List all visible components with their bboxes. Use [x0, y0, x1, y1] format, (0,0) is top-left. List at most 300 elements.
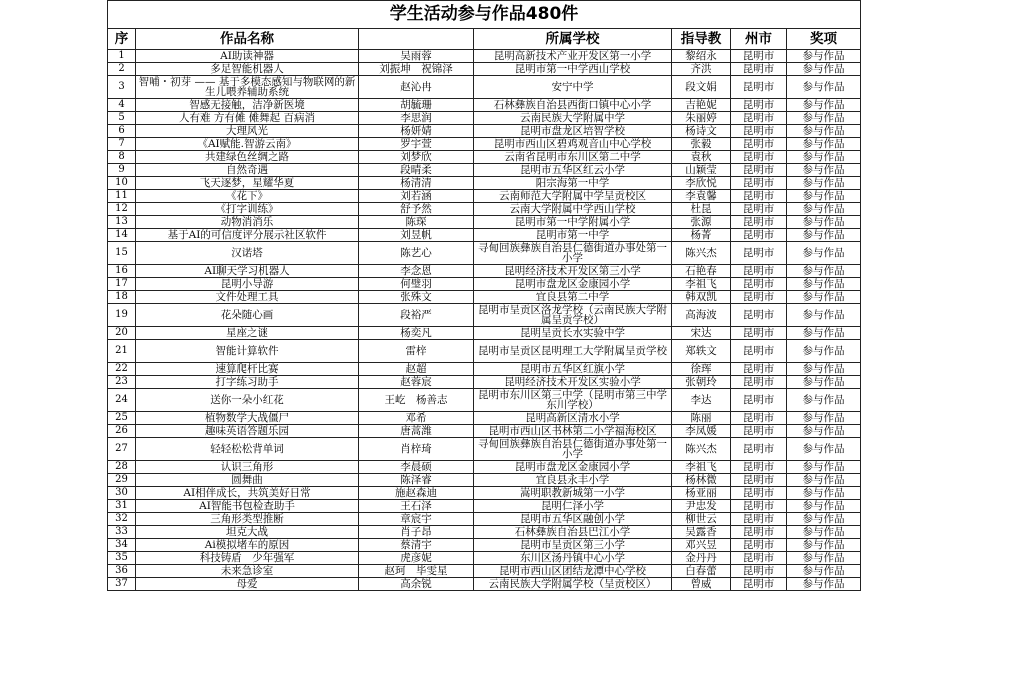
table-row: [108, 552, 861, 565]
cell-work-name: 植物数学大战僵尸: [136, 412, 359, 425]
cell-school: 昆明市第一中学附属小学: [474, 216, 672, 229]
cell-authors: 张殊文: [359, 291, 474, 304]
cell-authors: 雷梓: [359, 340, 474, 363]
cell-work-name: 昆明小导游: [136, 278, 359, 291]
cell-teacher: 朱丽婷: [672, 112, 731, 125]
cell-city: 昆明市: [731, 151, 787, 164]
cell-teacher: 杨诗文: [672, 125, 731, 138]
cell-award: 参与作品: [787, 112, 861, 125]
cell-work-name: 星座之谜: [136, 327, 359, 340]
spreadsheet-table: [107, 0, 860, 683]
cell-teacher: 杨亚丽: [672, 487, 731, 500]
table-row: [108, 474, 861, 487]
cell-school: 寻甸回族彝族自治县仁德街道办事处第一小学: [474, 438, 672, 461]
cell-city: 昆明市: [731, 76, 787, 99]
cell-work-name: 《打字训练》: [136, 203, 359, 216]
cell-authors: 胡毓珊: [359, 99, 474, 112]
cell-teacher: 石艳春: [672, 265, 731, 278]
cell-award: 参与作品: [787, 425, 861, 438]
cell-teacher: 金丹丹: [672, 552, 731, 565]
cell-authors: 赵沁冉: [359, 76, 474, 99]
table-row: [108, 278, 861, 291]
cell-school: 昆明经济技术开发区实验小学: [474, 376, 672, 389]
cell-award: 参与作品: [787, 229, 861, 242]
cell-school: 宜良县第二中学: [474, 291, 672, 304]
cell-city: 昆明市: [731, 99, 787, 112]
cell-work-name: 三角形类型推断: [136, 513, 359, 526]
cell-school: 昆明市第一中学: [474, 229, 672, 242]
table-row: [108, 304, 861, 327]
cell-no: 28: [108, 461, 136, 474]
cell-school: 昆明市盘龙区金康园小学: [474, 461, 672, 474]
cell-work-name: AI相伴成长，共筑美好日常: [136, 487, 359, 500]
cell-teacher: 宋达: [672, 327, 731, 340]
cell-authors: 李念恩: [359, 265, 474, 278]
cell-award: 参与作品: [787, 363, 861, 376]
cell-work-name: 母爱: [136, 578, 359, 591]
table-row: [108, 565, 861, 578]
cell-no: 27: [108, 438, 136, 461]
cell-authors: 舒予然: [359, 203, 474, 216]
cell-city: 昆明市: [731, 203, 787, 216]
cell-city: 昆明市: [731, 229, 787, 242]
table-row: [108, 327, 861, 340]
cell-school: 昆明市呈贡区洛龙学校（云南民族大学附属呈贡学校）: [474, 304, 672, 327]
header-teacher: 指导教: [672, 29, 731, 50]
cell-award: 参与作品: [787, 99, 861, 112]
cell-award: 参与作品: [787, 203, 861, 216]
cell-no: 13: [108, 216, 136, 229]
cell-teacher: 吴露香: [672, 526, 731, 539]
cell-award: 参与作品: [787, 125, 861, 138]
cell-award: 参与作品: [787, 76, 861, 99]
cell-school: 昆明经济技术开发区第三小学: [474, 265, 672, 278]
table-row: [108, 539, 861, 552]
cell-city: 昆明市: [731, 438, 787, 461]
table-row: [108, 340, 861, 363]
cell-award: 参与作品: [787, 552, 861, 565]
cell-work-name: 圆舞曲: [136, 474, 359, 487]
cell-award: 参与作品: [787, 565, 861, 578]
cell-school: 石林彝族自治县巴江小学: [474, 526, 672, 539]
cell-city: 昆明市: [731, 340, 787, 363]
table-row: [108, 203, 861, 216]
cell-authors: 赵蓉宸: [359, 376, 474, 389]
table-title: 学生活动参与作品480件: [108, 1, 861, 29]
cell-city: 昆明市: [731, 304, 787, 327]
cell-teacher: 李袁馨: [672, 190, 731, 203]
cell-no: 14: [108, 229, 136, 242]
cell-city: 昆明市: [731, 363, 787, 376]
cell-city: 昆明市: [731, 216, 787, 229]
cell-teacher: 郑轶文: [672, 340, 731, 363]
cell-work-name: 大理风光: [136, 125, 359, 138]
cell-work-name: 《花下》: [136, 190, 359, 203]
cell-school: 昆明市呈贡区第三小学: [474, 539, 672, 552]
header-city: 州市: [731, 29, 787, 50]
cell-no: 23: [108, 376, 136, 389]
cell-award: 参与作品: [787, 513, 861, 526]
cell-teacher: 李达: [672, 389, 731, 412]
cell-city: 昆明市: [731, 278, 787, 291]
cell-authors: 陈艺心: [359, 242, 474, 265]
cell-city: 昆明市: [731, 112, 787, 125]
cell-authors: 杨清清: [359, 177, 474, 190]
cell-work-name: 汉诺塔: [136, 242, 359, 265]
cell-school: 云南民族大学附属学校（呈贡校区）: [474, 578, 672, 591]
cell-award: 参与作品: [787, 376, 861, 389]
cell-city: 昆明市: [731, 513, 787, 526]
cell-no: 30: [108, 487, 136, 500]
cell-city: 昆明市: [731, 327, 787, 340]
cell-no: 19: [108, 304, 136, 327]
cell-no: 26: [108, 425, 136, 438]
cell-city: 昆明市: [731, 125, 787, 138]
cell-authors: 肖梓琦: [359, 438, 474, 461]
cell-authors: 刘昱帆: [359, 229, 474, 242]
cell-school: 云南师范大学附属中学呈贡校区: [474, 190, 672, 203]
cell-city: 昆明市: [731, 138, 787, 151]
cell-city: 昆明市: [731, 177, 787, 190]
table-row: [108, 291, 861, 304]
cell-award: 参与作品: [787, 340, 861, 363]
cell-award: 参与作品: [787, 526, 861, 539]
cell-work-name: 动物消消乐: [136, 216, 359, 229]
cell-city: 昆明市: [731, 565, 787, 578]
cell-school: 昆明仁泽小学: [474, 500, 672, 513]
cell-work-name: 速算爬杆比赛: [136, 363, 359, 376]
cell-teacher: 李凤媛: [672, 425, 731, 438]
cell-work-name: 《AI赋能.智游云南》: [136, 138, 359, 151]
cell-teacher: 山颖莹: [672, 164, 731, 177]
cell-teacher: 高海波: [672, 304, 731, 327]
cell-teacher: 段文娟: [672, 76, 731, 99]
cell-city: 昆明市: [731, 552, 787, 565]
cell-no: 4: [108, 99, 136, 112]
cell-authors: 赵珂 毕雯星: [359, 565, 474, 578]
cell-no: 35: [108, 552, 136, 565]
cell-authors: 王石泽: [359, 500, 474, 513]
cell-award: 参与作品: [787, 278, 861, 291]
table-row: [108, 138, 861, 151]
cell-city: 昆明市: [731, 63, 787, 76]
cell-no: 3: [108, 76, 136, 99]
cell-school: 昆明市第一中学西山学校: [474, 63, 672, 76]
cell-work-name: 趣味英语答题乐园: [136, 425, 359, 438]
cell-school: 昆明市西山区碧鸡观音山中心学校: [474, 138, 672, 151]
cell-school: 昆明市西山区团结龙潭中心学校: [474, 565, 672, 578]
cell-work-name: 多足智能机器人: [136, 63, 359, 76]
cell-city: 昆明市: [731, 389, 787, 412]
cell-school: 嵩明职教新城第一小学: [474, 487, 672, 500]
cell-authors: 虎彦妮: [359, 552, 474, 565]
cell-no: 7: [108, 138, 136, 151]
cell-school: 昆明市东川区第三中学（昆明市第三中学东川学校）: [474, 389, 672, 412]
cell-no: 22: [108, 363, 136, 376]
cell-teacher: 徐珲: [672, 363, 731, 376]
table-row: [108, 125, 861, 138]
cell-authors: 刘振坤 祝锦泽: [359, 63, 474, 76]
cell-teacher: 张朝玲: [672, 376, 731, 389]
cell-award: 参与作品: [787, 63, 861, 76]
cell-authors: 陈泽睿: [359, 474, 474, 487]
cell-no: 1: [108, 50, 136, 63]
cell-award: 参与作品: [787, 578, 861, 591]
cell-authors: 唐蒿潍: [359, 425, 474, 438]
table-row: [108, 99, 861, 112]
table-row: [108, 412, 861, 425]
cell-city: 昆明市: [731, 242, 787, 265]
cell-authors: 施赵森迪: [359, 487, 474, 500]
cell-city: 昆明市: [731, 461, 787, 474]
cell-city: 昆明市: [731, 526, 787, 539]
table-row: [108, 50, 861, 63]
table-row: [108, 63, 861, 76]
cell-award: 参与作品: [787, 138, 861, 151]
table-row: [108, 487, 861, 500]
table-row: [108, 500, 861, 513]
cell-work-name: 未来急诊室: [136, 565, 359, 578]
cell-no: 11: [108, 190, 136, 203]
cell-school: 云南省昆明市东川区第二中学: [474, 151, 672, 164]
table-row: [108, 216, 861, 229]
cell-no: 36: [108, 565, 136, 578]
table-row: [108, 578, 861, 591]
cell-authors: 刘若涵: [359, 190, 474, 203]
cell-school: 安宁中学: [474, 76, 672, 99]
cell-award: 参与作品: [787, 216, 861, 229]
cell-no: 25: [108, 412, 136, 425]
cell-city: 昆明市: [731, 291, 787, 304]
cell-no: 5: [108, 112, 136, 125]
cell-work-name: AI智能书包检查助手: [136, 500, 359, 513]
cell-city: 昆明市: [731, 265, 787, 278]
cell-teacher: 尹忠发: [672, 500, 731, 513]
cell-award: 参与作品: [787, 265, 861, 278]
cell-authors: 高余锐: [359, 578, 474, 591]
cell-teacher: 陈丽: [672, 412, 731, 425]
cell-school: 昆明高新技术产业开发区第一小学: [474, 50, 672, 63]
cell-award: 参与作品: [787, 412, 861, 425]
cell-work-name: 人有难 方有傩 傩舞起 百病消: [136, 112, 359, 125]
table-row: [108, 164, 861, 177]
table-body: [108, 50, 861, 591]
cell-award: 参与作品: [787, 190, 861, 203]
cell-no: 6: [108, 125, 136, 138]
cell-work-name: 基于AI的可信度评分展示社区软件: [136, 229, 359, 242]
cell-award: 参与作品: [787, 461, 861, 474]
cell-award: 参与作品: [787, 539, 861, 552]
cell-authors: 刘梦欣: [359, 151, 474, 164]
cell-teacher: 邓兴昱: [672, 539, 731, 552]
cell-school: 石林彝族自治县西街口镇中心小学: [474, 99, 672, 112]
cell-teacher: 李祖飞: [672, 461, 731, 474]
cell-no: 18: [108, 291, 136, 304]
cell-authors: 肖子昂: [359, 526, 474, 539]
cell-work-name: 打字练习助手: [136, 376, 359, 389]
cell-award: 参与作品: [787, 474, 861, 487]
cell-authors: 段裕严: [359, 304, 474, 327]
cell-no: 10: [108, 177, 136, 190]
cell-no: 15: [108, 242, 136, 265]
header-row: [108, 29, 861, 50]
cell-award: 参与作品: [787, 438, 861, 461]
cell-no: 9: [108, 164, 136, 177]
cell-school: 昆明市盘龙区培智学校: [474, 125, 672, 138]
cell-work-name: AI聊天学习机器人: [136, 265, 359, 278]
cell-no: 21: [108, 340, 136, 363]
cell-school: 云南大学附属中学西山学校: [474, 203, 672, 216]
cell-school: 昆明市五华区红旗小学: [474, 363, 672, 376]
cell-award: 参与作品: [787, 242, 861, 265]
table-row: [108, 76, 861, 99]
cell-city: 昆明市: [731, 500, 787, 513]
cell-teacher: 张源: [672, 216, 731, 229]
table-row: [108, 438, 861, 461]
cell-work-name: 文件处理工具: [136, 291, 359, 304]
cell-school: 昆明市呈贡区昆明理工大学附属呈贡学校: [474, 340, 672, 363]
cell-work-name: 智能计算软件: [136, 340, 359, 363]
cell-award: 参与作品: [787, 50, 861, 63]
table-row: [108, 376, 861, 389]
cell-teacher: 杜昆: [672, 203, 731, 216]
cell-teacher: 黎绍永: [672, 50, 731, 63]
cell-no: 33: [108, 526, 136, 539]
cell-teacher: 袁秋: [672, 151, 731, 164]
cell-no: 12: [108, 203, 136, 216]
cell-no: 34: [108, 539, 136, 552]
cell-no: 24: [108, 389, 136, 412]
cell-teacher: 杨林微: [672, 474, 731, 487]
cell-authors: 陈琛: [359, 216, 474, 229]
cell-city: 昆明市: [731, 487, 787, 500]
cell-teacher: 齐洪: [672, 63, 731, 76]
table-row: [108, 242, 861, 265]
header-authors: [359, 29, 474, 50]
cell-no: 31: [108, 500, 136, 513]
cell-award: 参与作品: [787, 327, 861, 340]
cell-work-name: 送你一朵小红花: [136, 389, 359, 412]
cell-teacher: 吉艳妮: [672, 99, 731, 112]
cell-teacher: 陈兴杰: [672, 242, 731, 265]
header-work-name: 作品名称: [136, 29, 359, 50]
cell-no: 16: [108, 265, 136, 278]
cell-authors: 蔡清宇: [359, 539, 474, 552]
cell-authors: 何璧羽: [359, 278, 474, 291]
cell-no: 8: [108, 151, 136, 164]
table-row: [108, 513, 861, 526]
cell-authors: 邓希: [359, 412, 474, 425]
cell-no: 20: [108, 327, 136, 340]
cell-teacher: 陈兴杰: [672, 438, 731, 461]
cell-city: 昆明市: [731, 376, 787, 389]
works-table: [107, 0, 861, 591]
cell-authors: 段晴柔: [359, 164, 474, 177]
cell-school: 宜良县永丰小学: [474, 474, 672, 487]
table-row: [108, 265, 861, 278]
cell-no: 2: [108, 63, 136, 76]
cell-no: 37: [108, 578, 136, 591]
table-row: [108, 389, 861, 412]
cell-teacher: 曾威: [672, 578, 731, 591]
table-row: [108, 112, 861, 125]
cell-work-name: 飞天逐梦，星耀华夏: [136, 177, 359, 190]
cell-work-name: 智感无接触，洁净新医境: [136, 99, 359, 112]
cell-school: 昆明市五华区红云小学: [474, 164, 672, 177]
cell-authors: 杨奕凡: [359, 327, 474, 340]
cell-school: 昆明市盘龙区金康园小学: [474, 278, 672, 291]
cell-authors: 杨妍婧: [359, 125, 474, 138]
cell-work-name: 智哺・初芽 —— 基于多模态感知与物联网的新生儿喂养辅助系统: [136, 76, 359, 99]
cell-authors: 赵超: [359, 363, 474, 376]
cell-work-name: 自然奇遇: [136, 164, 359, 177]
cell-school: 昆明市西山区书林第二小学福海校区: [474, 425, 672, 438]
cell-work-name: 花朵随心画: [136, 304, 359, 327]
cell-school: 寻甸回族彝族自治县仁德街道办事处第一小学: [474, 242, 672, 265]
cell-work-name: 认识三角形: [136, 461, 359, 474]
table-row: [108, 177, 861, 190]
header-school: 所属学校: [474, 29, 672, 50]
cell-city: 昆明市: [731, 578, 787, 591]
cell-city: 昆明市: [731, 190, 787, 203]
cell-work-name: AI助读神器: [136, 50, 359, 63]
cell-no: 29: [108, 474, 136, 487]
cell-work-name: 坦克大战: [136, 526, 359, 539]
cell-city: 昆明市: [731, 50, 787, 63]
cell-work-name: Ai模拟堵车的原因: [136, 539, 359, 552]
table-row: [108, 190, 861, 203]
cell-city: 昆明市: [731, 412, 787, 425]
table-row: [108, 151, 861, 164]
cell-award: 参与作品: [787, 291, 861, 304]
header-no: 序: [108, 29, 136, 50]
cell-award: 参与作品: [787, 487, 861, 500]
cell-no: 32: [108, 513, 136, 526]
cell-teacher: 李欣悦: [672, 177, 731, 190]
table-row: [108, 229, 861, 242]
table-row: [108, 461, 861, 474]
header-award: 奖项: [787, 29, 861, 50]
cell-school: 云南民族大学附属中学: [474, 112, 672, 125]
cell-award: 参与作品: [787, 389, 861, 412]
cell-work-name: 科技铸盾 少年强军: [136, 552, 359, 565]
table-row: [108, 526, 861, 539]
cell-city: 昆明市: [731, 474, 787, 487]
cell-no: 17: [108, 278, 136, 291]
cell-award: 参与作品: [787, 151, 861, 164]
cell-authors: 王屹 杨善志: [359, 389, 474, 412]
cell-teacher: 韩双凯: [672, 291, 731, 304]
cell-award: 参与作品: [787, 177, 861, 190]
cell-city: 昆明市: [731, 425, 787, 438]
cell-authors: 吴雨蓉: [359, 50, 474, 63]
cell-school: 东川区汤丹镇中心小学: [474, 552, 672, 565]
table-row: [108, 363, 861, 376]
cell-school: 昆明呈贡长水实验中学: [474, 327, 672, 340]
cell-work-name: 共建绿色丝绸之路: [136, 151, 359, 164]
cell-authors: 李思润: [359, 112, 474, 125]
cell-teacher: 白春蕾: [672, 565, 731, 578]
cell-city: 昆明市: [731, 164, 787, 177]
cell-school: 昆明市五华区融创小学: [474, 513, 672, 526]
cell-teacher: 李祖飞: [672, 278, 731, 291]
cell-teacher: 张毅: [672, 138, 731, 151]
cell-authors: 李晨硕: [359, 461, 474, 474]
cell-award: 参与作品: [787, 164, 861, 177]
table-row: [108, 425, 861, 438]
cell-authors: 章宸宇: [359, 513, 474, 526]
cell-work-name: 轻轻松松背单词: [136, 438, 359, 461]
